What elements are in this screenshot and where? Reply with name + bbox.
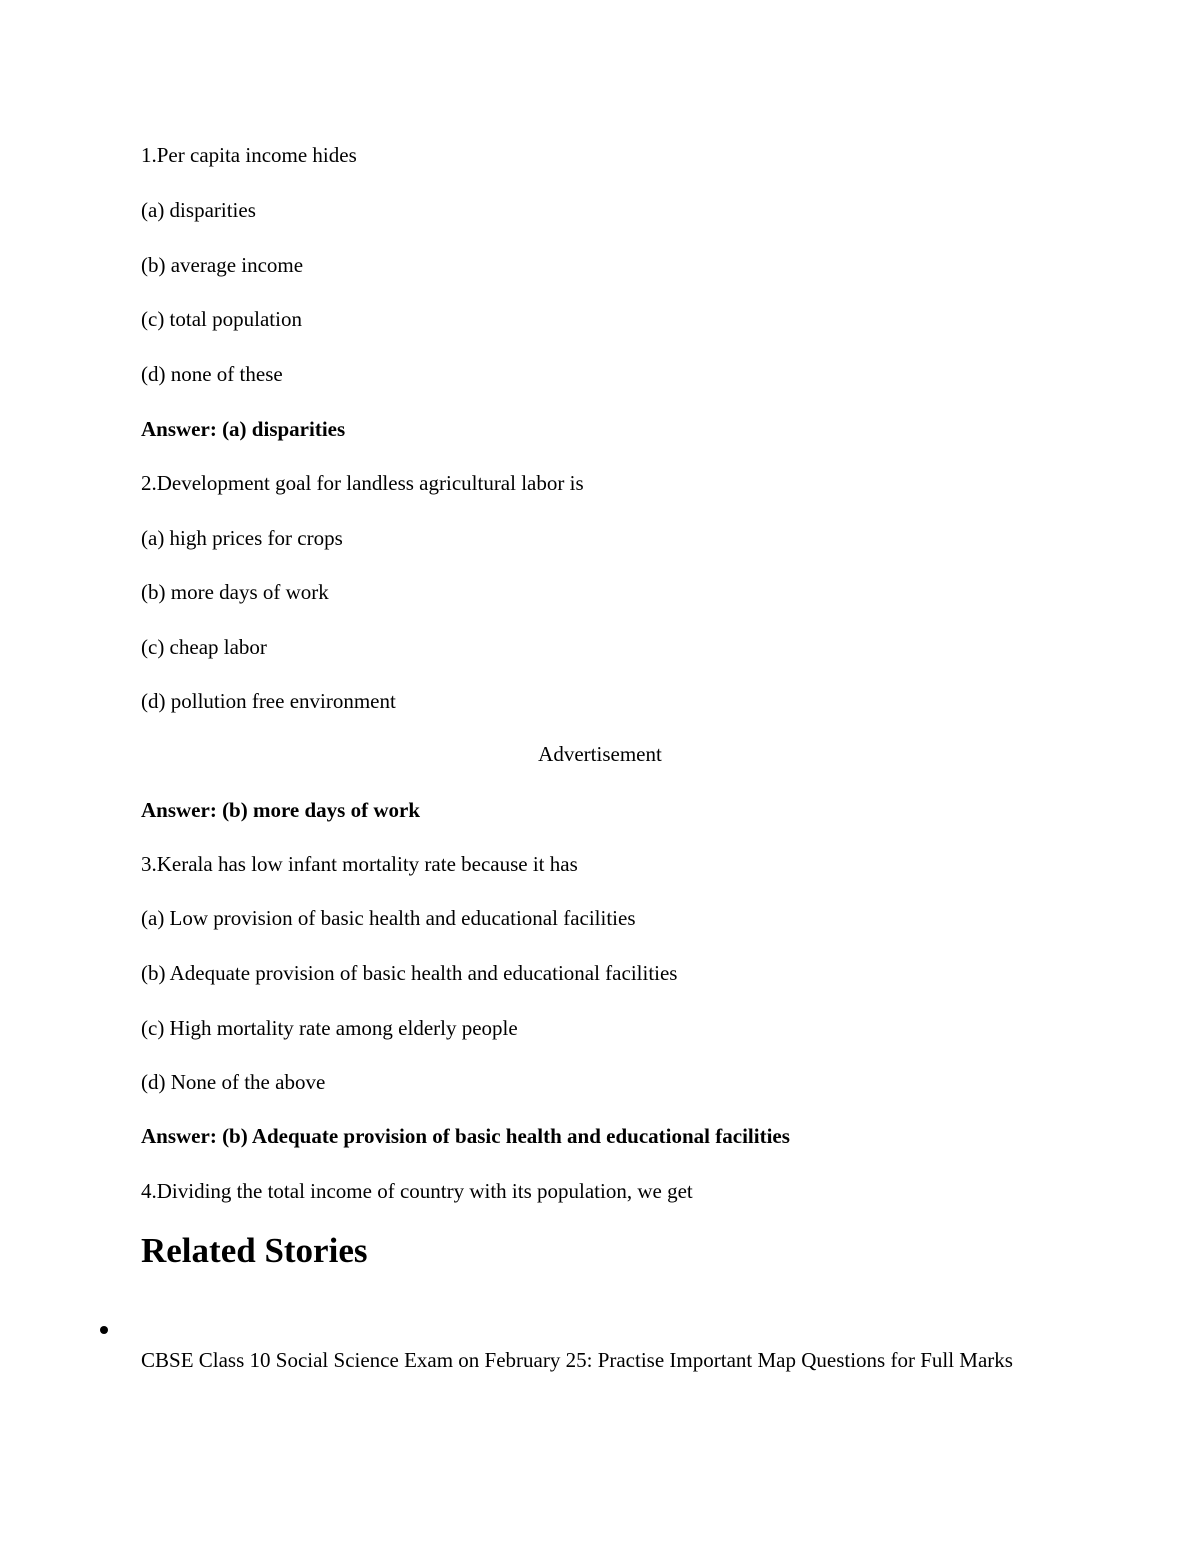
question-2-text: 2.Development goal for landless agricultural labor is	[141, 471, 584, 495]
related-stories-heading: Related Stories	[141, 1231, 368, 1270]
question-1-text: 1.Per capita income hides	[141, 143, 357, 167]
question-2-answer: Answer: (b) more days of work	[141, 798, 420, 822]
question-4-text: 4.Dividing the total income of country with its population, we get	[141, 1179, 693, 1203]
question-2-option-c: (c) cheap labor	[141, 635, 267, 659]
question-2-option-a: (a) high prices for crops	[141, 526, 343, 550]
bullet-icon	[100, 1326, 108, 1334]
question-2-option-b: (b) more days of work	[141, 580, 329, 604]
question-3-option-a: (a) Low provision of basic health and educational facilities	[141, 906, 636, 930]
question-1-option-d: (d) none of these	[141, 362, 283, 386]
question-1-answer: Answer: (a) disparities	[141, 417, 346, 441]
question-3-text: 3.Kerala has low infant mortality rate because it has	[141, 852, 578, 876]
question-1-option-b: (b) average income	[141, 253, 304, 277]
question-3-answer: Answer: (b) Adequate provision of basic health and educational facilities	[141, 1124, 790, 1148]
question-3-option-c: (c) High mortality rate among elderly people	[141, 1016, 518, 1040]
related-story-link[interactable]: CBSE Class 10 Social Science Exam on February 25: Practise Important Map Questions for Full Marks	[141, 1348, 1013, 1372]
question-1-option-c: (c) total population	[141, 307, 302, 331]
question-2-option-d: (d) pollution free environment	[141, 689, 396, 713]
advertisement-label: Advertisement	[538, 742, 662, 766]
question-1-option-a: (a) disparities	[141, 198, 256, 222]
question-3-option-b: (b) Adequate provision of basic health and educational facilities	[141, 961, 678, 985]
question-3-option-d: (d) None of the above	[141, 1070, 326, 1094]
